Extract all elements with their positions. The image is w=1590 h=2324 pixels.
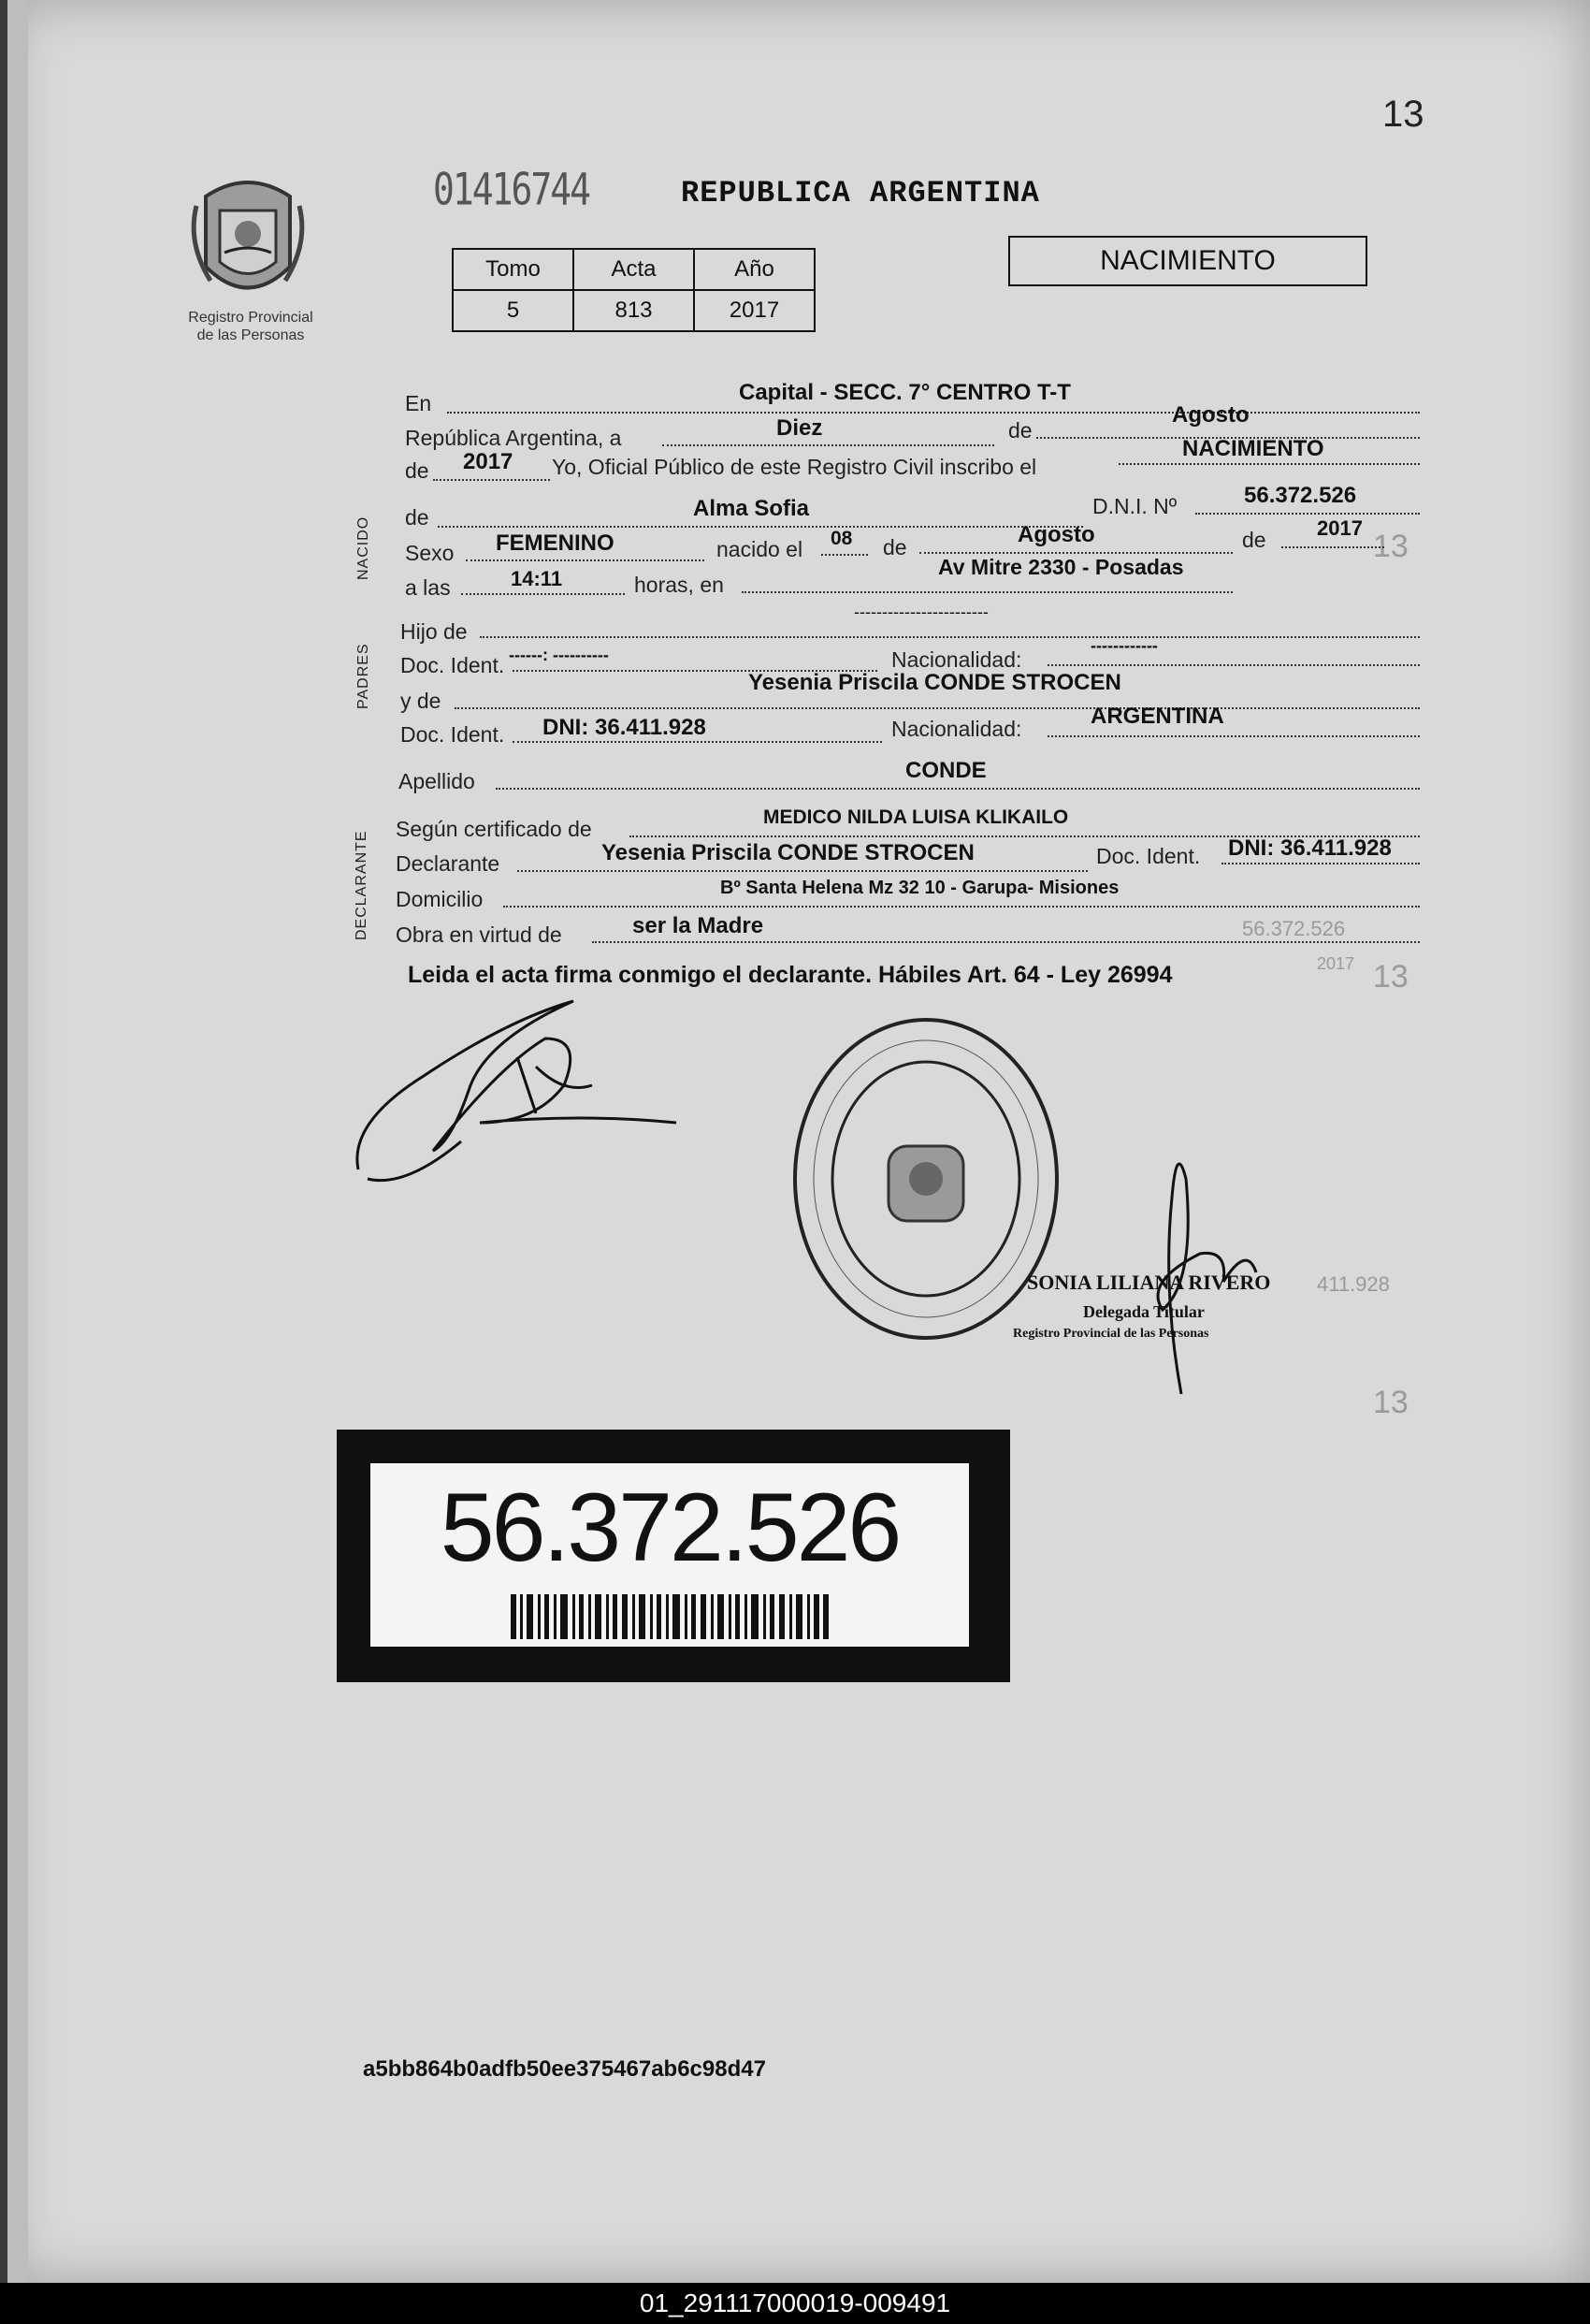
label-nac2: Nacionalidad: <box>891 717 1022 741</box>
value-obra: ser la Madre <box>632 913 764 938</box>
line-inscribo <box>1119 463 1420 465</box>
declarant-signature <box>349 982 686 1188</box>
ghost-number: 56.372.526 <box>1242 917 1346 940</box>
value-hijo: ------------------------ <box>854 603 989 621</box>
ghost-page-number: 13 <box>1373 529 1409 564</box>
value-dni: 56.372.526 <box>1244 483 1357 508</box>
oficial-text: Yo, Oficial Público de este Registro Civil inscribo el <box>552 455 1037 479</box>
value-domicilio: Bº Santa Helena Mz 32 10 - Garupa- Misiones <box>720 878 1120 898</box>
page-number: 13 <box>1382 94 1424 135</box>
line-nacido-dia <box>821 554 868 556</box>
ghost-page-number-3: 13 <box>1373 1385 1409 1420</box>
document-title: REPUBLICA ARGENTINA <box>681 176 1040 211</box>
line-declarante <box>517 870 1088 872</box>
label-yde: y de <box>400 689 441 713</box>
label-de5: de <box>1242 528 1266 552</box>
label-doc2: Doc. Ident. <box>400 722 505 747</box>
value-hora: 14:11 <box>511 567 563 590</box>
value-nombre: Alma Sofia <box>693 496 810 521</box>
line-dia <box>662 444 994 446</box>
value-lugar: Av Mitre 2330 - Posadas <box>938 555 1184 579</box>
value-nac2: ARGENTINA <box>1091 704 1224 729</box>
barcode-number: 56.372.526 <box>440 1474 900 1582</box>
value-dia: Diez <box>776 415 823 441</box>
binding-strip <box>7 0 28 2283</box>
value-mes: Agosto <box>1172 402 1250 428</box>
line-hora <box>461 593 625 595</box>
crest-caption <box>157 309 344 344</box>
line-nac2 <box>1048 735 1420 737</box>
side-label-padres: PADRES <box>355 643 371 709</box>
register-value-row <box>453 290 815 331</box>
label-de3: de <box>405 505 429 530</box>
line-docdecl <box>1221 863 1420 864</box>
label-hijo: Hijo de <box>400 619 468 644</box>
line-domicilio <box>503 906 1420 908</box>
label-domicilio: Domicilio <box>396 887 484 911</box>
official-signature <box>1125 1141 1265 1394</box>
label-cert: Según certificado de <box>396 817 592 841</box>
value-apellido: CONDE <box>905 758 987 783</box>
value-sexo: FEMENINO <box>496 530 614 556</box>
value-doc1: ------: ---------- <box>509 646 609 664</box>
value-madre: Yesenia Priscila CONDE STROCEN <box>748 670 1121 695</box>
label-republica: República Argentina, a <box>405 426 622 450</box>
line-lugar <box>742 591 1233 593</box>
line-hijo <box>480 636 1420 638</box>
side-label-declarante: DECLARANTE <box>354 830 369 940</box>
value-inscribo: NACIMIENTO <box>1182 436 1324 461</box>
crest-caption-line2: de las Personas <box>196 327 305 343</box>
value-nacido-mes: Agosto <box>1018 522 1095 547</box>
label-de4: de <box>883 535 907 559</box>
closing-statement: Leida el acta firma conmigo el declarante. Hábiles Art. 64 - Ley 26994 <box>408 962 1173 988</box>
value-en: Capital - SECC. 7° CENTRO T-T <box>739 380 1071 405</box>
document-page <box>7 0 1590 2283</box>
label-declarante: Declarante <box>396 851 500 876</box>
label-horas: horas, en <box>634 573 724 597</box>
register-header-acta: Acta <box>573 249 694 290</box>
value-nacido-dia: 08 <box>831 528 853 549</box>
line-nacido-anio <box>1281 546 1384 548</box>
ghost-dni: 411.928 <box>1317 1272 1390 1296</box>
value-doc2: DNI: 36.411.928 <box>542 715 706 740</box>
crest-caption-line1: Registro Provincial <box>188 310 313 326</box>
label-nac1: Nacionalidad: <box>891 647 1022 672</box>
register-value-tomo: 5 <box>453 290 573 331</box>
scan-footer: 01_291117000019-009491 <box>0 2283 1590 2324</box>
line-anio <box>433 479 550 481</box>
line-nac1 <box>1048 664 1420 666</box>
line-doc2 <box>513 741 882 743</box>
line-sexo <box>466 559 704 561</box>
register-header-anio: Año <box>694 249 815 290</box>
registry-seal-icon <box>786 1010 1066 1347</box>
ghost-page-number-2: 13 <box>1373 959 1409 995</box>
document-hash: a5bb864b0adfb50ee375467ab6c98d47 <box>363 2056 766 2082</box>
label-obra: Obra en virtud de <box>396 922 562 947</box>
value-declarante: Yesenia Priscila CONDE STROCEN <box>601 840 975 865</box>
register-header-row <box>453 249 815 290</box>
serial-number: 01416744 <box>433 163 590 215</box>
official-title: Delegada Titular <box>1083 1302 1205 1321</box>
line-en <box>447 412 1420 414</box>
label-alas: a las <box>405 575 451 600</box>
line-obra <box>592 941 1420 943</box>
label-dni: D.N.I. Nº <box>1092 494 1178 518</box>
register-table <box>452 248 816 332</box>
value-cert: MEDICO NILDA LUISA KLIKAILO <box>763 806 1069 828</box>
barcode-bars <box>511 1594 829 1639</box>
value-nac1: ------------ <box>1091 636 1158 655</box>
line-nacido-mes <box>919 552 1233 554</box>
line-madre <box>455 707 1420 709</box>
register-header-tomo: Tomo <box>453 249 573 290</box>
value-nacido-anio: 2017 <box>1317 516 1363 540</box>
label-de2: de <box>405 458 429 483</box>
official-office: Registro Provincial de las Personas <box>1013 1327 1209 1341</box>
value-anio: 2017 <box>463 449 513 474</box>
line-nombre <box>438 526 1083 528</box>
official-name: SONIA LILIANA RIVERO <box>1027 1271 1271 1294</box>
side-label-nacido: NACIDO <box>355 516 371 580</box>
label-apellido: Apellido <box>398 769 475 793</box>
label-sexo: Sexo <box>405 541 455 565</box>
label-nacido: nacido el <box>716 537 803 561</box>
barcode-label <box>337 1430 1010 1682</box>
label-doc1: Doc. Ident. <box>400 653 505 677</box>
register-value-anio: 2017 <box>694 290 815 331</box>
value-docdecl: DNI: 36.411.928 <box>1228 835 1392 861</box>
register-value-acta: 813 <box>573 290 694 331</box>
label-de: de <box>1008 418 1033 443</box>
provincial-crest-icon <box>187 168 309 309</box>
label-docdecl: Doc. Ident. <box>1096 844 1201 868</box>
line-dni <box>1195 513 1420 515</box>
act-type-box: NACIMIENTO <box>1008 236 1367 286</box>
ghost-year: 2017 <box>1317 954 1355 973</box>
label-en: En <box>405 391 432 415</box>
line-apellido <box>496 788 1420 790</box>
barcode-inner <box>370 1463 969 1647</box>
